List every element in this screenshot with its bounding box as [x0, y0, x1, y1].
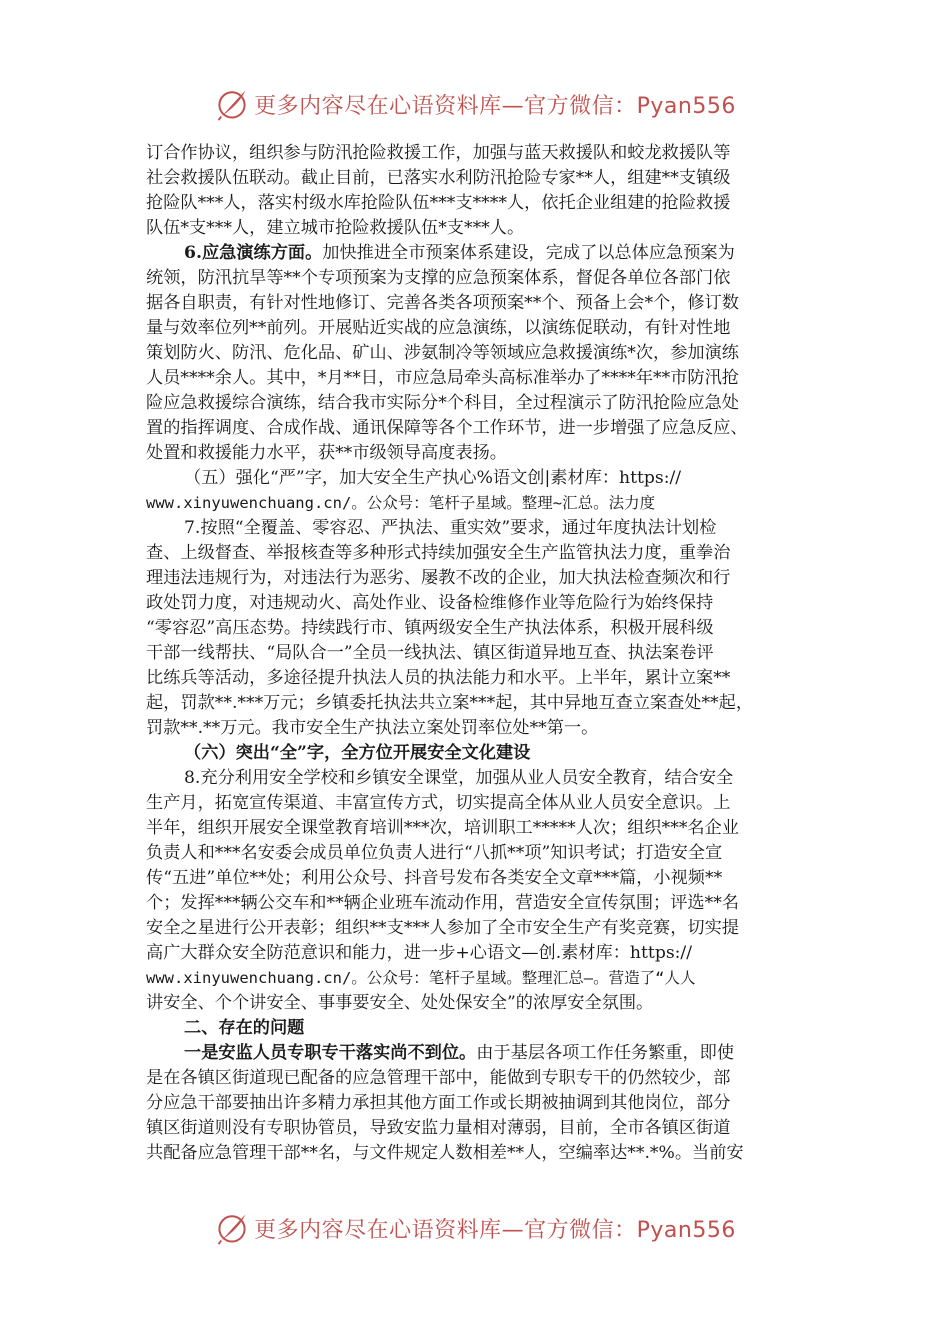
- section-heading: （六）突出“全”字，全方位开展安全文化建设: [184, 743, 531, 763]
- paragraph-heading: 一是安监人员专职专干落实尚不到位。: [184, 1043, 477, 1063]
- text-line: 人员****余人。其中，*月**日，市应急局牵头高标准举办了****年**市防汛抢: [146, 368, 739, 388]
- text-line: 据各自职责，有针对性地修订、完善各类各项预案**个、预备上会*个，修订数: [146, 293, 739, 313]
- text-line: 队伍*支***人，建立城市抢险救援队伍*支***人。: [146, 218, 525, 238]
- banner-text: 更多内容尽在心语资料库—官方微信：Pyan556: [254, 1217, 736, 1243]
- text-line: 比练兵等活动，多途径提升执法人员的执法能力和水平。上半年，累计立案**: [146, 668, 731, 688]
- text-line: 置的指挥调度、合成作战、通讯保障等各个工作环节，进一步增强了应急反应、: [146, 418, 748, 438]
- text-line: 策划防火、防汛、危化品、矿山、涉氨制冷等领域应急救援演练*次，参加演练: [146, 343, 739, 363]
- text-line: www.xinyuwenchuang.cn/。公众号：笔杆子星域。整理~汇总。法力度: [146, 494, 656, 512]
- text-line: 分应急干部要抽出许多精力承担其他方面工作或长期被抽调到其他岗位，部分: [146, 1093, 731, 1113]
- text-line: 理违法违规行为，对违法行为恶劣、屡教不改的企业，加大执法检查频次和行: [146, 568, 731, 588]
- text-line: 抢险队***人，落实村级水库抢险队伍***支****人，依托企业组建的抢险救援: [146, 193, 731, 213]
- text-line: 险应急救援综合演练，结合我市实际分*个科目，全过程演示了防汛抢险应急处: [146, 393, 739, 413]
- paragraph-start: [146, 241, 806, 266]
- text-line: 讲安全、个个讲安全、事事要安全、处处保安全”的浓厚安全氛围。: [146, 993, 654, 1013]
- text-line: 传“五进”单位**处；利用公众号、抖音号发布各类安全文章***篇，小视频**: [146, 868, 723, 888]
- text-line: 量与效率位列**前列。开展贴近实战的应急演练，以演练促联动，有针对性地: [146, 318, 731, 338]
- header-banner: [0, 84, 950, 124]
- text-line: 高广大群众安全防范意识和能力，进一步+心语文—创.素材库：https://: [146, 943, 693, 963]
- text-line: 订合作协议，组织参与防汛抢险救援工作，加强与蓝天救援队和蛟龙救援队等: [146, 143, 731, 163]
- paragraph-text: 由于基层各项工作任务繁重，即使: [476, 1043, 735, 1063]
- text-line: 共配备应急管理干部**名，与文件规定人数相差**人，空编率达**.*%。当前安: [146, 1143, 744, 1163]
- text-line: “零容忍”高压态势。持续践行市、镇两级安全生产执法体系，积极开展科级: [146, 618, 714, 638]
- text-line: 个；发挥***辆公交车和**辆企业班车流动作用，营造安全宣传氛围；评选**名: [146, 893, 739, 913]
- footer-banner: [0, 1208, 950, 1248]
- text-line: 生产月，拓宽宣传渠道、丰富宣传方式，切实提高全体从业人员安全意识。上: [146, 793, 731, 813]
- text-line: 罚款**.**万元。我市安全生产执法立案处罚率位处**第一。: [146, 718, 599, 738]
- text-line: www.xinyuwenchuang.cn/。公众号：笔杆子星域。整理汇总—。营造了“人人: [146, 969, 696, 987]
- banner-text: 更多内容尽在心语资料库—官方微信：Pyan556: [254, 93, 736, 119]
- text-line: 安全之星进行公开表彰；组织**支***人参加了全市安全生产有奖竞赛，切实提: [146, 918, 739, 938]
- text-line: 起，罚款**.***万元；乡镇委托执法共立案***起，其中异地互查立案查处**起，: [146, 693, 754, 713]
- text-line: 镇区街道则没有专职协管员，导致安监力量相对薄弱，目前，全市各镇区街道: [146, 1118, 731, 1138]
- quill-pen-logo-icon: [214, 1210, 250, 1246]
- paragraph-heading: 6.应急演练方面。: [184, 243, 323, 263]
- paragraph-start: [146, 1041, 806, 1066]
- paragraph-start: 7.按照“全覆盖、零容忍、严执法、重实效”要求，通过年度执法计划检: [184, 518, 717, 538]
- text-line: 负责人和***名安委会成员单位负责人进行“八抓**项”知识考试；打造安全宣: [146, 843, 723, 863]
- text-line: 处置和救援能力水平，获**市级领导高度表扬。: [146, 443, 507, 463]
- text-line: 统领，防汛抗旱等**个专项预案为支撑的应急预案体系，督促各单位各部门依: [146, 268, 731, 288]
- text-line: 干部一线帮扶、“局队合一”全员一线执法、镇区街道异地互查、执法案卷评: [146, 643, 714, 663]
- text-line: 是在各镇区街道现已配备的应急管理干部中，能做到专职专干的仍然较少，部: [146, 1068, 731, 1088]
- text-line: 半年，组织开展安全课堂教育培训***次，培训职工*****人次；组织***名企业: [146, 818, 739, 838]
- section-heading: 二、存在的问题: [184, 1018, 305, 1038]
- body-text: [146, 141, 806, 1166]
- paragraph-text: 加快推进全市预案体系建设，完成了以总体应急预案为: [322, 243, 735, 263]
- text-line: 社会救援队伍联动。截止目前，已落实水利防汛抢险专家**人，组建**支镇级: [146, 168, 731, 188]
- quill-pen-logo-icon: [214, 86, 250, 122]
- text-line: 政处罚力度，对违规动火、高处作业、设备检维修作业等危险行为始终保持: [146, 593, 714, 613]
- paragraph-start: 8.充分利用安全学校和乡镇安全课堂，加强从业人员安全教育，结合安全: [184, 768, 734, 788]
- text-line: 查、上级督查、举报核查等多种形式持续加强安全生产监管执法力度，重拳治: [146, 543, 731, 563]
- section-heading: （五）强化“严”字，加大安全生产执心%语文创|素材库：https://: [184, 468, 682, 488]
